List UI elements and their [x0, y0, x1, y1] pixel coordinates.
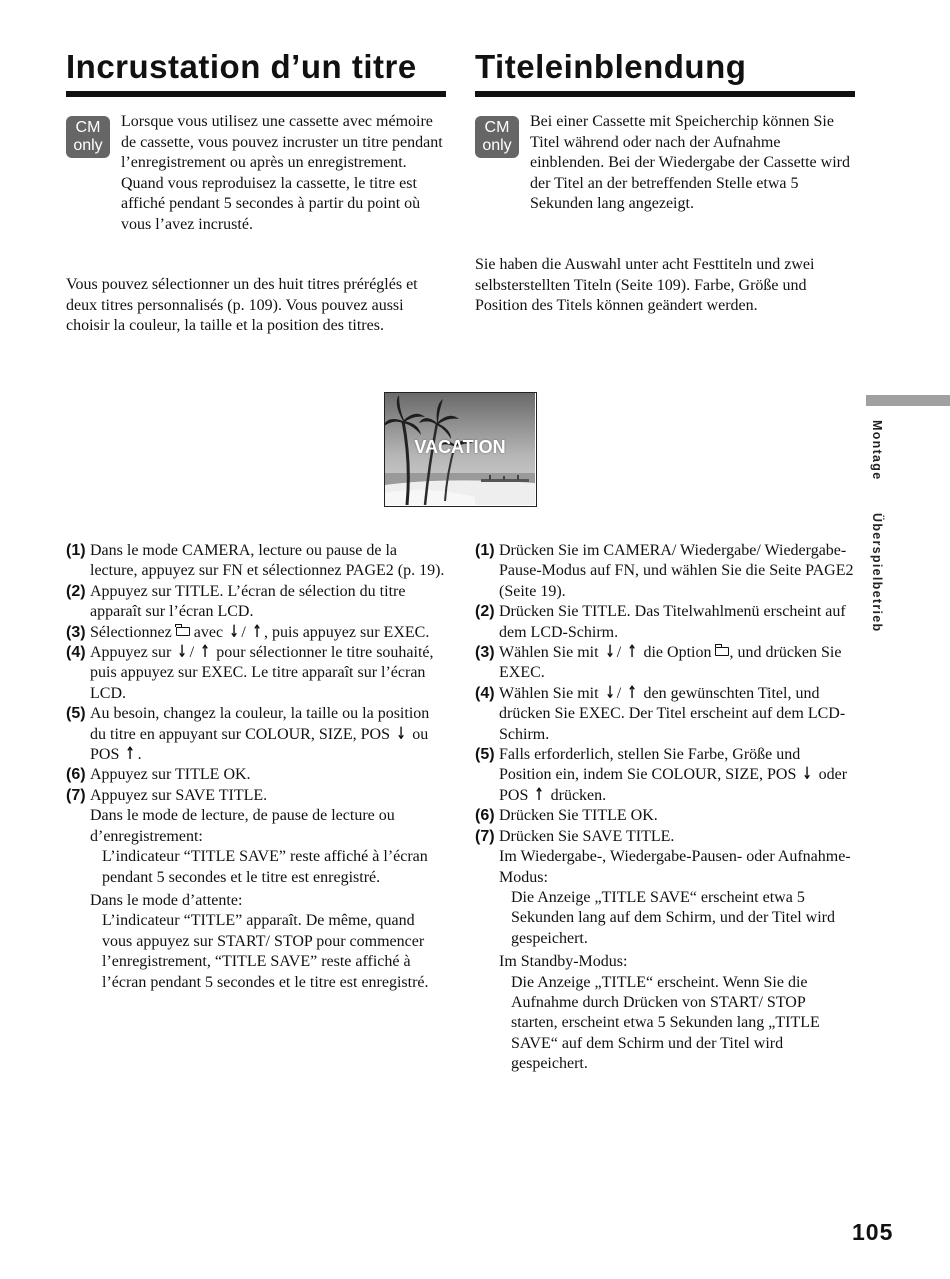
step-text: avec: [193, 623, 224, 641]
step-number: (1): [475, 542, 495, 559]
step-number: (2): [475, 603, 495, 621]
section-label-german: Überspielbetrieb: [870, 513, 884, 633]
step-text: Falls erforderlich, stellen Sie Farbe, Größe und Position ein, indem Sie COLOUR, SIZE, POS: [499, 746, 801, 784]
slash: /: [616, 684, 622, 702]
cm-only-badge: [475, 116, 519, 158]
step-2: [66, 582, 446, 623]
step-text: Appuyez sur TITLE OK.: [90, 766, 251, 784]
step-text: ou POS: [90, 725, 429, 764]
step-number: (5): [475, 746, 495, 764]
mode-heading: Dans le mode d’attente:: [90, 891, 243, 909]
step-text: die Option: [643, 644, 712, 662]
step-text: Appuyez sur SAVE TITLE.: [90, 786, 268, 804]
step-3: [66, 623, 446, 643]
up-arrow-icon: ↑: [125, 744, 136, 765]
cassette-icon: [715, 647, 729, 656]
step-text: Drücken Sie SAVE TITLE.: [499, 827, 675, 845]
step-text: Wählen Sie mit: [499, 684, 599, 702]
step-number: (5): [66, 705, 86, 723]
german-title: Titeleinblendung: [475, 48, 747, 85]
step-4: [475, 684, 855, 745]
badge-line-1: CM: [75, 119, 101, 136]
mode-detail: L’indicateur “TITLE” apparaît. De même, quand vous appuyez sur START/ STOP pour commencer l’enregistrement, “TITLE SAVE” reste affiché à l’écran pendant 5 secondes et le titre est enregistré.: [102, 912, 429, 991]
beach-photo: [384, 392, 537, 507]
up-arrow-icon: ↑: [627, 682, 638, 703]
step-number: (4): [475, 684, 495, 702]
step-text: Drücken Sie im CAMERA/ Wiedergabe/ Wiedergabe-Pause-Modus auf FN, und wählen Sie die Seite PAGE2 (Seite 19).: [499, 542, 854, 600]
mode-detail: L’indicateur “TITLE SAVE” reste affiché à l’écran pendant 5 secondes et le titre est enregistré.: [102, 848, 428, 886]
step-number: (2): [66, 582, 86, 600]
step-text: Wählen Sie mit: [499, 644, 599, 662]
step-6: [66, 765, 446, 785]
badge-line-1: CM: [484, 119, 510, 136]
french-title: Incrustation d’un titre: [66, 48, 417, 85]
step-text: , und drücken Sie EXEC.: [499, 644, 842, 682]
badge-line-2: only: [482, 137, 512, 154]
step-number: (6): [475, 807, 495, 825]
mode-heading: Im Standby-Modus:: [499, 953, 628, 971]
french-title-rule: [66, 91, 446, 97]
step-7: [475, 827, 855, 1075]
step-5: [475, 745, 855, 806]
step-text: den gewünschten Titel, und drücken Sie EXEC. Der Titel erscheint auf dem LCD-Schirm.: [499, 684, 846, 743]
french-paragraph: Vous pouvez sélectionner un des huit titres préréglés et deux titres personnalisés (p. 109). Vous pouvez aussi choisir la couleur, la taille et la position des titres.: [66, 276, 418, 335]
german-paragraph: Sie haben die Auswahl unter acht Festtiteln und zwei selbsterstellten Titeln (Seite 109). Farbe, Größe und Position des Titels können geändert werden.: [475, 256, 815, 315]
step-number: (3): [66, 623, 86, 641]
down-arrow-icon: ↓: [802, 764, 813, 785]
step-1: [66, 541, 446, 582]
step-5: [66, 704, 446, 765]
german-title-rule: [475, 91, 855, 97]
german-steps: [475, 541, 855, 1075]
up-arrow-icon: ↑: [627, 642, 638, 663]
down-arrow-icon: ↓: [177, 642, 188, 663]
step-text: Sélectionnez: [90, 623, 172, 641]
slash: /: [616, 644, 622, 662]
step-text: Appuyez sur: [90, 644, 172, 662]
cm-only-badge: [66, 116, 110, 158]
step-number: (1): [66, 542, 86, 559]
step-text: .: [137, 746, 142, 764]
step-1: [475, 541, 855, 602]
step-text: pour sélectionner le titre souhaité, puis appuyez sur EXEC. Le titre apparaît sur l’écran LCD.: [90, 644, 434, 702]
mode-detail: Die Anzeige „TITLE SAVE“ erscheint etwa 5 Sekunden lang auf dem Schirm, und der Titel wird gespeichert.: [511, 888, 835, 947]
step-number: (3): [475, 644, 495, 662]
mode-heading: Im Wiedergabe-, Wiedergabe-Pausen- oder Aufnahme-Modus:: [499, 848, 851, 886]
step-3: [475, 643, 855, 684]
step-2: [475, 602, 855, 643]
french-intro: Lorsque vous utilisez une cassette avec mémoire de cassette, vous pouvez incruster un titre pendant l’enregistrement ou après un enregistrement. Quand vous reproduisez la cassette, le titre est affiché pendant 5 secondes à partir du point où vous l’avez incrusté.: [121, 113, 443, 233]
slash: /: [241, 623, 246, 641]
up-arrow-icon: ↑: [200, 642, 211, 663]
up-arrow-icon: ↑: [251, 621, 262, 642]
step-text: Drücken Sie TITLE. Das Titelwahlmenü erscheint auf dem LCD-Schirm.: [499, 603, 846, 641]
down-arrow-icon: ↓: [396, 723, 407, 744]
mode-heading: Dans le mode de lecture, de pause de lecture ou d’enregistrement:: [90, 807, 395, 845]
down-arrow-icon: ↓: [229, 621, 240, 642]
step-text: Drücken Sie TITLE OK.: [499, 807, 658, 825]
page-number: 105: [852, 1219, 894, 1245]
step-text: drücken.: [550, 786, 607, 804]
step-text: , puis appuyez sur EXEC.: [264, 623, 430, 641]
step-number: (7): [475, 827, 495, 845]
step-text: Dans le mode CAMERA, lecture ou pause de la lecture, appuyez sur FN et sélectionnez PAGE2 (p. 19).: [90, 542, 445, 580]
step-7: [66, 786, 446, 993]
step-number: (7): [66, 786, 86, 804]
down-arrow-icon: ↓: [604, 682, 615, 703]
slash: /: [189, 644, 195, 662]
down-arrow-icon: ↓: [604, 642, 615, 663]
photo-overlay-title: VACATION: [414, 437, 506, 457]
mode-detail: Die Anzeige „TITLE“ erscheint. Wenn Sie die Aufnahme durch Drücken von START/ STOP starten, erscheint etwa 5 Sekunden lang „TITLE SAVE“ auf dem Schirm und der Titel wird gespeichert.: [511, 973, 820, 1073]
section-label-french: Montage: [870, 420, 884, 481]
step-text: oder POS: [499, 766, 848, 804]
step-text: Au besoin, changez la couleur, la taille ou la position du titre en appuyant sur COLOUR, SIZE, POS: [90, 705, 430, 743]
french-steps: [66, 541, 446, 993]
cassette-icon: [176, 627, 190, 636]
german-intro: Bei einer Cassette mit Speicherchip können Sie Titel während oder nach der Aufnahme einblenden. Bei der Wiedergabe der Cassette wird der Titel an der betreffenden Stelle etwa 5 Sekunden lang angezeigt.: [530, 113, 850, 213]
step-number: (4): [66, 644, 86, 662]
step-6: [475, 806, 855, 826]
badge-line-2: only: [73, 137, 103, 154]
section-tab-bar: [866, 395, 950, 406]
step-4: [66, 643, 446, 704]
step-number: (6): [66, 766, 86, 784]
step-text: Appuyez sur TITLE. L’écran de sélection du titre apparaît sur l’écran LCD.: [90, 582, 406, 621]
up-arrow-icon: ↑: [534, 784, 545, 805]
